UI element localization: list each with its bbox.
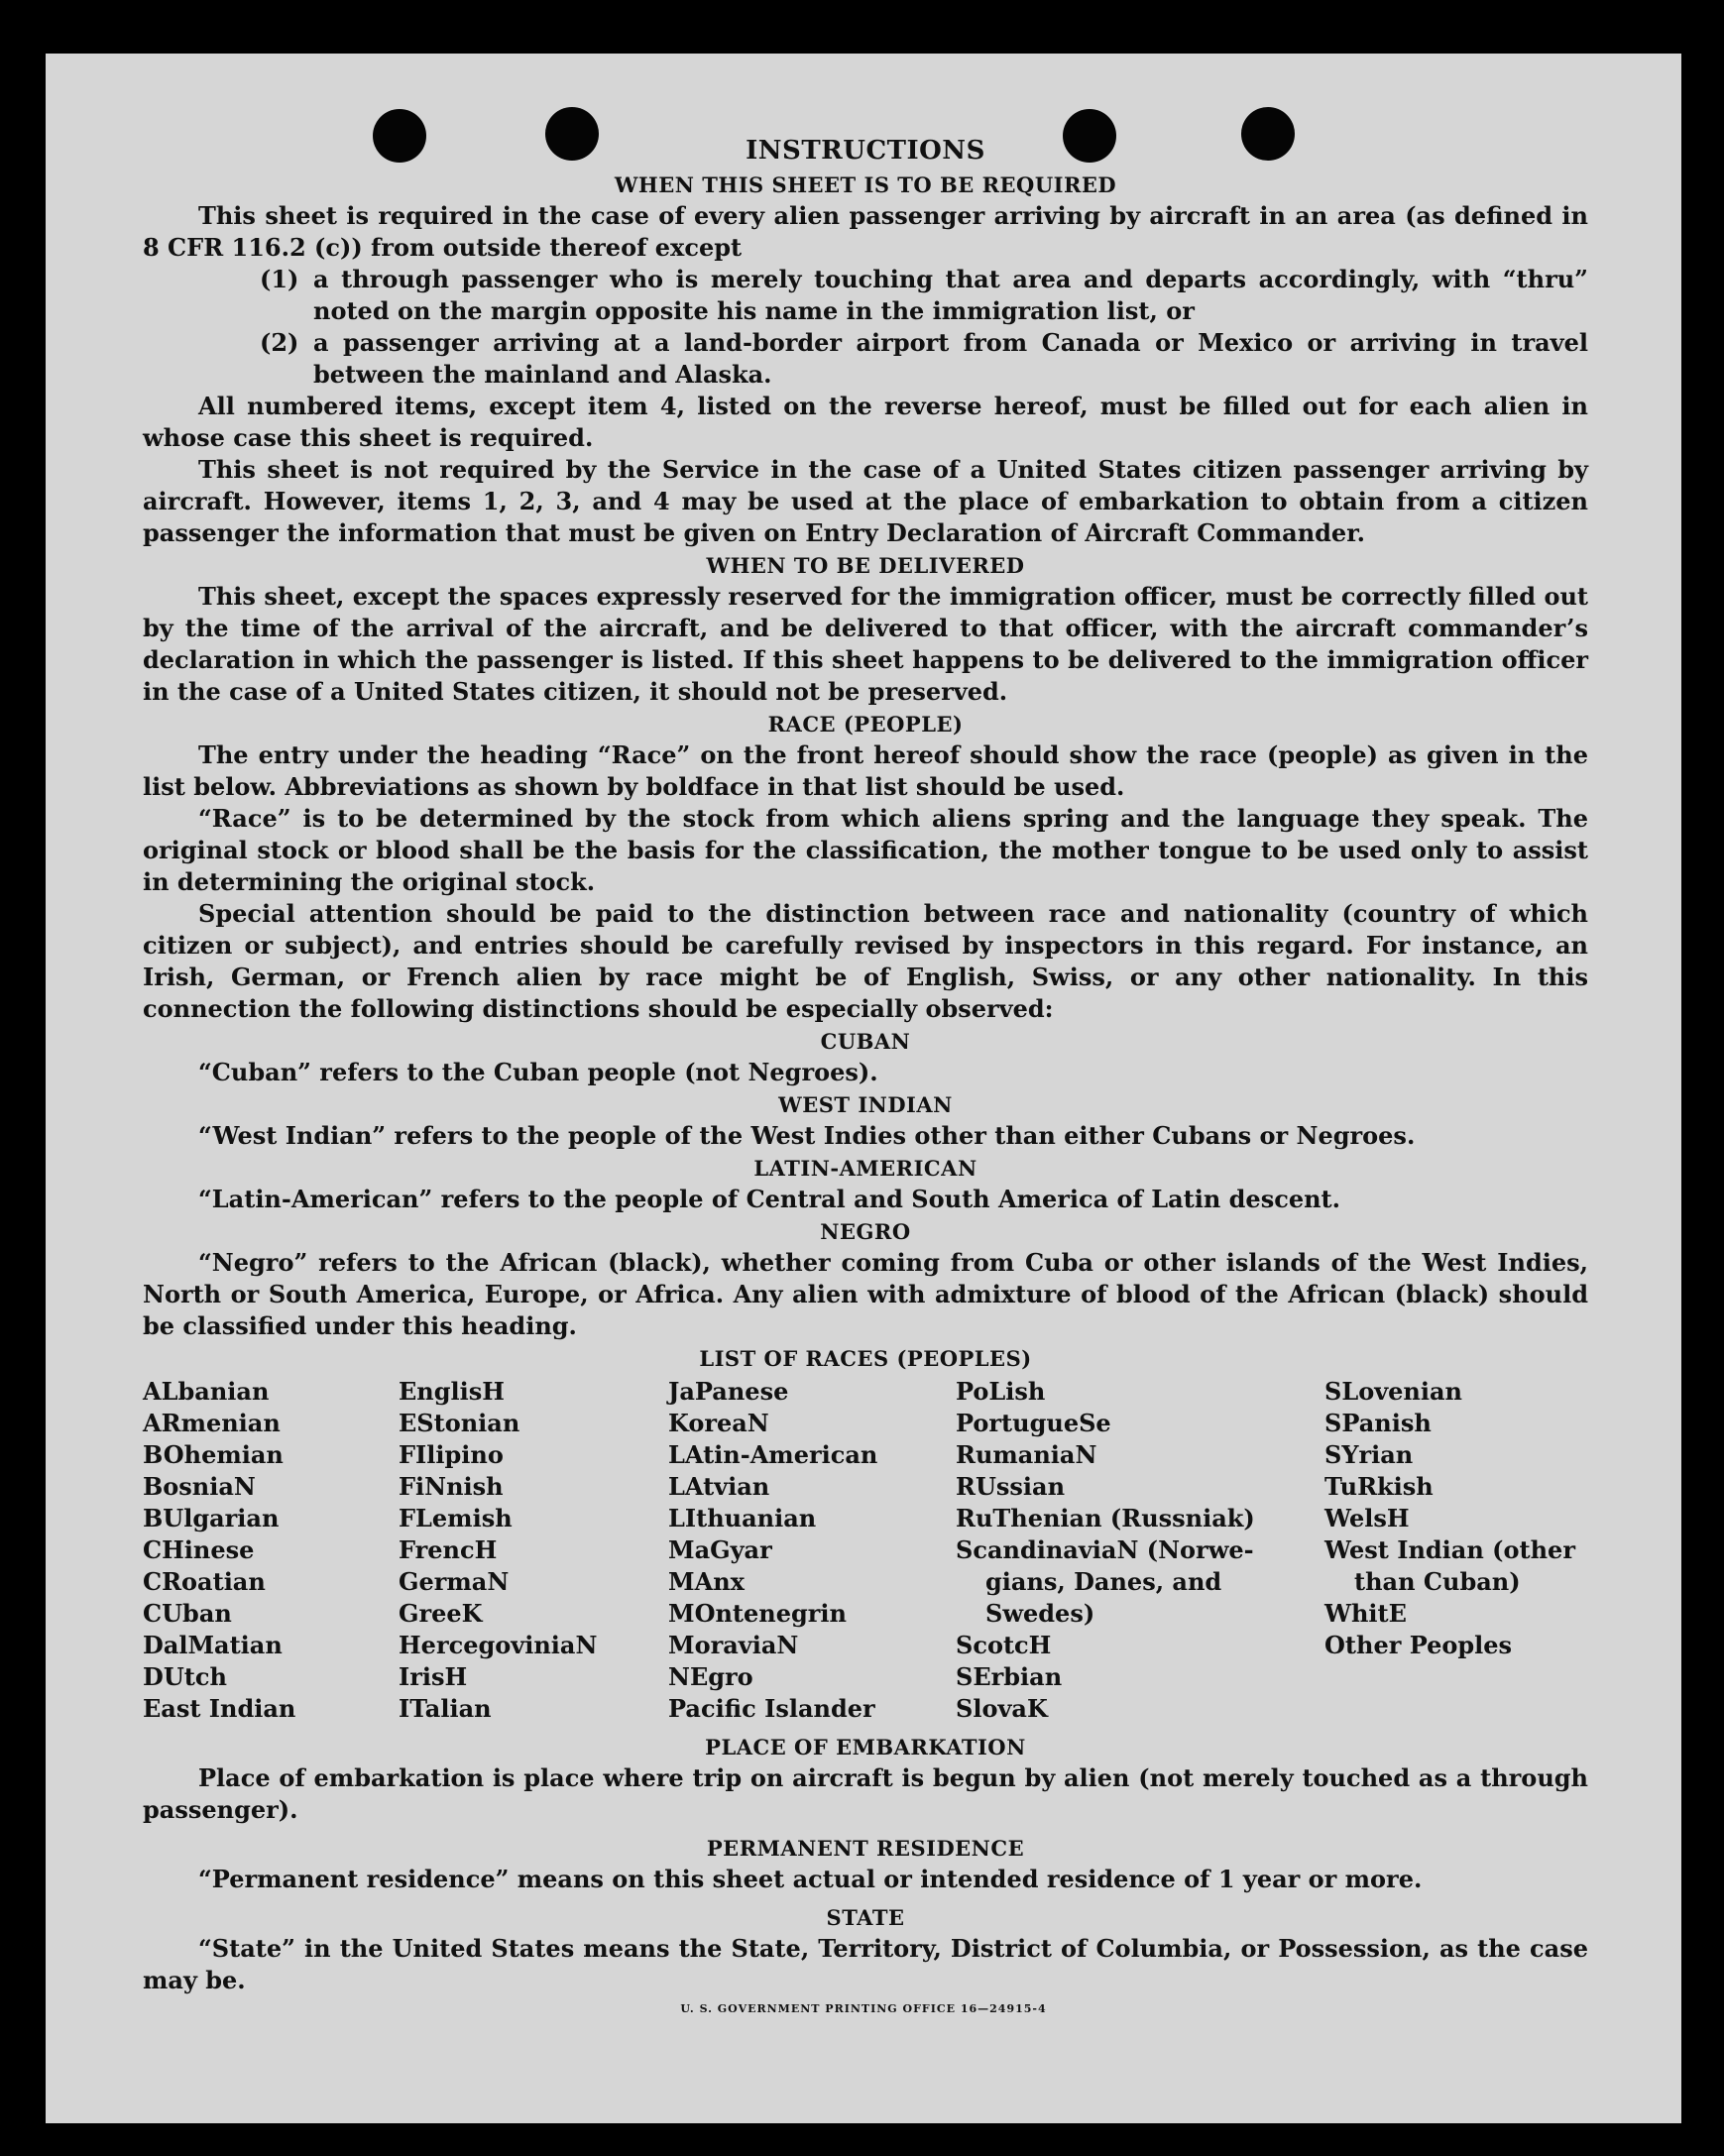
race-entry: HercegoviniaN <box>399 1631 598 1659</box>
item-number: (1) <box>260 265 299 293</box>
race-entry: SLovenian <box>1324 1377 1462 1406</box>
paragraph: “State” in the United States means the State, Territory, District of Columbia, or Possession, as the case may be. <box>143 1934 1588 1994</box>
paragraph: This sheet, except the spaces expressly reserved for the immigration officer, must be correctly filled out by the time of the arrival of the aircraft, and be delivered to that officer, with the aircraft commander’s declaration in which the passenger is listed. If this sheet happens to be delivered to the immigration officer in the case of a United States citizen, it should not be preserved. <box>143 582 1588 706</box>
race-entry: ALbanian <box>143 1377 270 1406</box>
race-entry: CRoatian <box>143 1567 266 1596</box>
race-entry: FLemish <box>399 1504 513 1532</box>
race-entry: NEgro <box>668 1662 753 1691</box>
race-entry: JaPanese <box>668 1377 789 1406</box>
race-entry: GreeK <box>399 1599 483 1628</box>
race-entry: WelsH <box>1324 1504 1410 1532</box>
section-heading-cuban: CUBAN <box>820 1029 911 1054</box>
race-entry: CUban <box>143 1599 232 1628</box>
page-title: INSTRUCTIONS <box>746 136 985 166</box>
race-entry: Other Peoples <box>1324 1631 1513 1659</box>
race-entry: BOhemian <box>143 1440 284 1469</box>
paragraph: “Latin-American” refers to the people of Central and South America of Latin descent. <box>198 1185 1340 1213</box>
section-heading-west-indian: WEST INDIAN <box>778 1092 953 1117</box>
race-entry: ITalian <box>399 1694 492 1723</box>
race-entry: PoLish <box>956 1377 1046 1406</box>
race-entry: EnglisH <box>399 1377 505 1406</box>
race-entry: SPanish <box>1324 1409 1432 1437</box>
race-entry: PortugueSe <box>956 1409 1111 1437</box>
race-entry: WhitE <box>1324 1599 1407 1628</box>
paragraph: The entry under the heading “Race” on the front hereof should show the race (people) as given in the list below. Abbreviations as shown by boldface in that list should be used. <box>143 740 1588 801</box>
race-entry: GermaN <box>399 1567 510 1596</box>
instructions-content <box>143 133 1588 1996</box>
paragraph: “Cuban” refers to the Cuban people (not Negroes). <box>198 1058 878 1086</box>
paragraph: All numbered items, except item 4, listed on the reverse hereof, must be filled out for each alien in whose case this sheet is required. <box>143 392 1588 452</box>
race-entry: West Indian (other <box>1324 1535 1575 1564</box>
race-entry: RuThenian (Russniak) <box>956 1504 1255 1532</box>
race-entry: MaGyar <box>668 1535 772 1564</box>
race-entry-continued: Swedes) <box>985 1599 1095 1628</box>
list-item <box>143 264 1588 327</box>
race-entry: IrisH <box>399 1662 468 1691</box>
item-text: a through passenger who is merely touching that area and departs accordingly, with “thru” noted on the margin opposite his name in the immigration list, or <box>313 265 1588 325</box>
race-entry: ScotcH <box>956 1631 1052 1659</box>
race-entry: FrencH <box>399 1535 498 1564</box>
section-heading-residence: PERMANENT RESIDENCE <box>706 1836 1025 1861</box>
paragraph: Special attention should be paid to the distinction between race and nationality (country of which citizen or subject), and entries should be carefully revised by inspectors in this regard. For instance, an Irish, German, or French alien by race might be of English, Swiss, or any other nationality. In this connection the following distinctions should be especially observed: <box>143 899 1588 1023</box>
paragraph: This sheet is required in the case of every alien passenger arriving by aircraft in an area (as defined in 8 CFR 116.2 (c)) from outside thereof except <box>143 201 1588 262</box>
race-entry: RumaniaN <box>956 1440 1097 1469</box>
section-heading-race: RACE (PEOPLE) <box>767 712 964 737</box>
race-entry: DalMatian <box>143 1631 283 1659</box>
race-entry: East Indian <box>143 1694 296 1723</box>
race-entry: EStonian <box>399 1409 520 1437</box>
race-entry: BosniaN <box>143 1472 256 1501</box>
section-heading-state: STATE <box>826 1905 905 1930</box>
race-column <box>668 1376 956 1725</box>
race-entry-continued: than Cuban) <box>1354 1567 1521 1596</box>
race-entry: MoraviaN <box>668 1631 799 1659</box>
race-entry: DUtch <box>143 1662 227 1691</box>
item-text: a passenger arriving at a land-border airport from Canada or Mexico or arriving in travel between the mainland and Alaska. <box>313 328 1588 389</box>
section-heading-embarkation: PLACE OF EMBARKATION <box>705 1735 1026 1759</box>
paragraph: This sheet is not required by the Service in the case of a United States citizen passenger arriving by aircraft. However, items 1, 2, 3, and 4 may be used at the place of embarkation to obtain from a citizen passenger the information that must be given on Entry Declaration of Aircraft Commander. <box>143 455 1588 547</box>
race-column <box>956 1376 1324 1725</box>
section-heading-required: WHEN THIS SHEET IS TO BE REQUIRED <box>614 172 1117 197</box>
race-entry: ScandinaviaN (Norwe- <box>956 1535 1254 1564</box>
section-heading-negro: NEGRO <box>820 1219 911 1244</box>
race-entry: MOntenegrin <box>668 1599 847 1628</box>
race-list <box>143 1376 1588 1725</box>
race-entry-continued: gians, Danes, and <box>985 1567 1222 1596</box>
race-entry: SYrian <box>1324 1440 1414 1469</box>
race-entry: CHinese <box>143 1535 255 1564</box>
race-entry: SlovaK <box>956 1694 1048 1723</box>
race-entry: FIlipino <box>399 1440 504 1469</box>
section-heading-list-of-races: LIST OF RACES (PEOPLES) <box>699 1346 1032 1371</box>
race-entry: LIthuanian <box>668 1504 817 1532</box>
section-heading-latin-american: LATIN-AMERICAN <box>753 1156 977 1181</box>
race-entry: TuRkish <box>1324 1472 1434 1501</box>
race-entry: SErbian <box>956 1662 1063 1691</box>
race-entry: LAtvian <box>668 1472 770 1501</box>
race-entry: BUlgarian <box>143 1504 280 1532</box>
race-column <box>399 1376 668 1725</box>
paragraph: “Race” is to be determined by the stock from which aliens spring and the language they speak. The original stock or blood shall be the basis for the classification, the mother tongue to be used only to assist in determining the original stock. <box>143 804 1588 896</box>
printing-office-footer: U. S. GOVERNMENT PRINTING OFFICE 16—24915-4 <box>680 2002 1047 2015</box>
race-entry: Pacific Islander <box>668 1694 875 1723</box>
section-heading-delivered: WHEN TO BE DELIVERED <box>706 553 1025 578</box>
race-entry: LAtin-American <box>668 1440 878 1469</box>
race-entry: FiNnish <box>399 1472 504 1501</box>
race-entry: MAnx <box>668 1567 745 1596</box>
paragraph: “West Indian” refers to the people of the West Indies other than either Cubans or Negroes. <box>198 1121 1416 1150</box>
race-entry: RUssian <box>956 1472 1066 1501</box>
race-column <box>143 1376 399 1725</box>
race-entry: KoreaN <box>668 1409 769 1437</box>
race-column <box>1324 1376 1588 1725</box>
race-entry: ARmenian <box>143 1409 281 1437</box>
list-item <box>143 327 1588 391</box>
document-sheet <box>46 54 1681 2123</box>
paragraph: “Permanent residence” means on this sheet actual or intended residence of 1 year or more. <box>198 1865 1423 1893</box>
paragraph: “Negro” refers to the African (black), whether coming from Cuba or other islands of the West Indies, North or South America, Europe, or Africa. Any alien with admixture of blood of the African (black) should be classified under this heading. <box>143 1248 1588 1340</box>
paragraph: Place of embarkation is place where trip on aircraft is begun by alien (not merely touched as a through passenger). <box>143 1763 1588 1824</box>
item-number: (2) <box>260 328 299 357</box>
